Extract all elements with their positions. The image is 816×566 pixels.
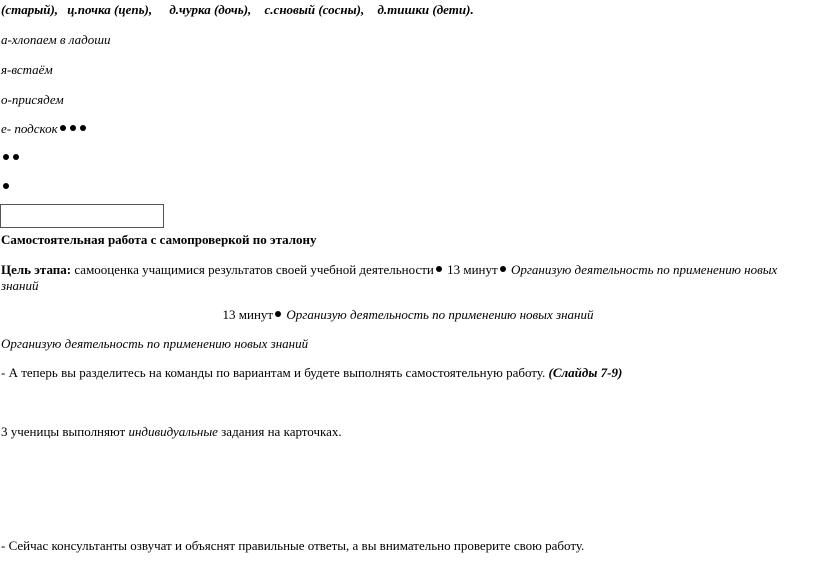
bullet-dot-icon <box>60 125 66 131</box>
example-tsepochka: ц.почка (цепь), <box>67 2 153 17</box>
centered-time: 13 минут <box>222 307 274 322</box>
vowel-rule-o: о-присядем <box>1 92 64 107</box>
closing-line: - Сейчас консультанты озвучат и объяснят правильные ответы, а вы внимательно проверите свою работу. <box>1 538 585 553</box>
teams-instruction <box>1 365 622 381</box>
bullet-dot-icon <box>13 154 19 160</box>
example-staryi: (старый), <box>1 2 59 17</box>
example-sosnovyi: с.сновый (сосны), <box>264 2 365 17</box>
teams-text: - А теперь вы разделитесь на команды по вариантам и будете выполнять самостоятельную работу. <box>1 365 549 380</box>
bullet-dot-icon <box>3 154 9 160</box>
example-dochurka: д.чурка (дочь), <box>169 2 252 17</box>
bullet-row <box>1 179 11 195</box>
bullet-dot-icon <box>70 125 76 131</box>
slides-reference: (Слайды 7-9) <box>548 365 623 380</box>
empty-frame <box>0 204 164 228</box>
goal-text: самооценка учащимися результатов своей учебной деятельности <box>71 262 434 277</box>
vowel-rule-ya: я-встаём <box>1 62 53 77</box>
centered-time-line <box>0 307 816 323</box>
goal-activity: Организую деятельность по применению новых <box>507 262 778 277</box>
vowel-rule-e: е- подскок <box>1 121 58 136</box>
example-detishki: д.тишки (дети). <box>377 2 474 17</box>
section-title: Самостоятельная работа с самопроверкой по эталону <box>1 232 317 247</box>
centered-activity: Организую деятельность по применению новых знаний <box>283 307 594 322</box>
activity-line: Организую деятельность по применению новых знаний <box>1 336 309 351</box>
cards-post: задания на карточках. <box>217 424 342 439</box>
bullet-dot-icon <box>436 266 442 272</box>
word-examples-line <box>1 2 474 18</box>
cards-line <box>1 424 342 440</box>
goal-line <box>1 262 777 278</box>
vowel-rule-a: а-хлопаем в ладоши <box>1 32 111 47</box>
goal-activity-continued: знаний <box>1 278 39 293</box>
cards-emphasis: индивидуальные <box>128 424 218 439</box>
bullet-dot-icon <box>500 266 506 272</box>
bullet-dot-icon <box>3 183 9 189</box>
bullet-dot-icon <box>80 125 86 131</box>
cards-pre: 3 ученицы выполняют <box>1 424 129 439</box>
goal-time: 13 минут <box>443 262 498 277</box>
bullet-row <box>1 150 21 166</box>
vowel-rule-e-line <box>1 121 88 137</box>
goal-label: Цель этапа: <box>1 262 72 277</box>
bullet-dot-icon <box>275 311 281 317</box>
